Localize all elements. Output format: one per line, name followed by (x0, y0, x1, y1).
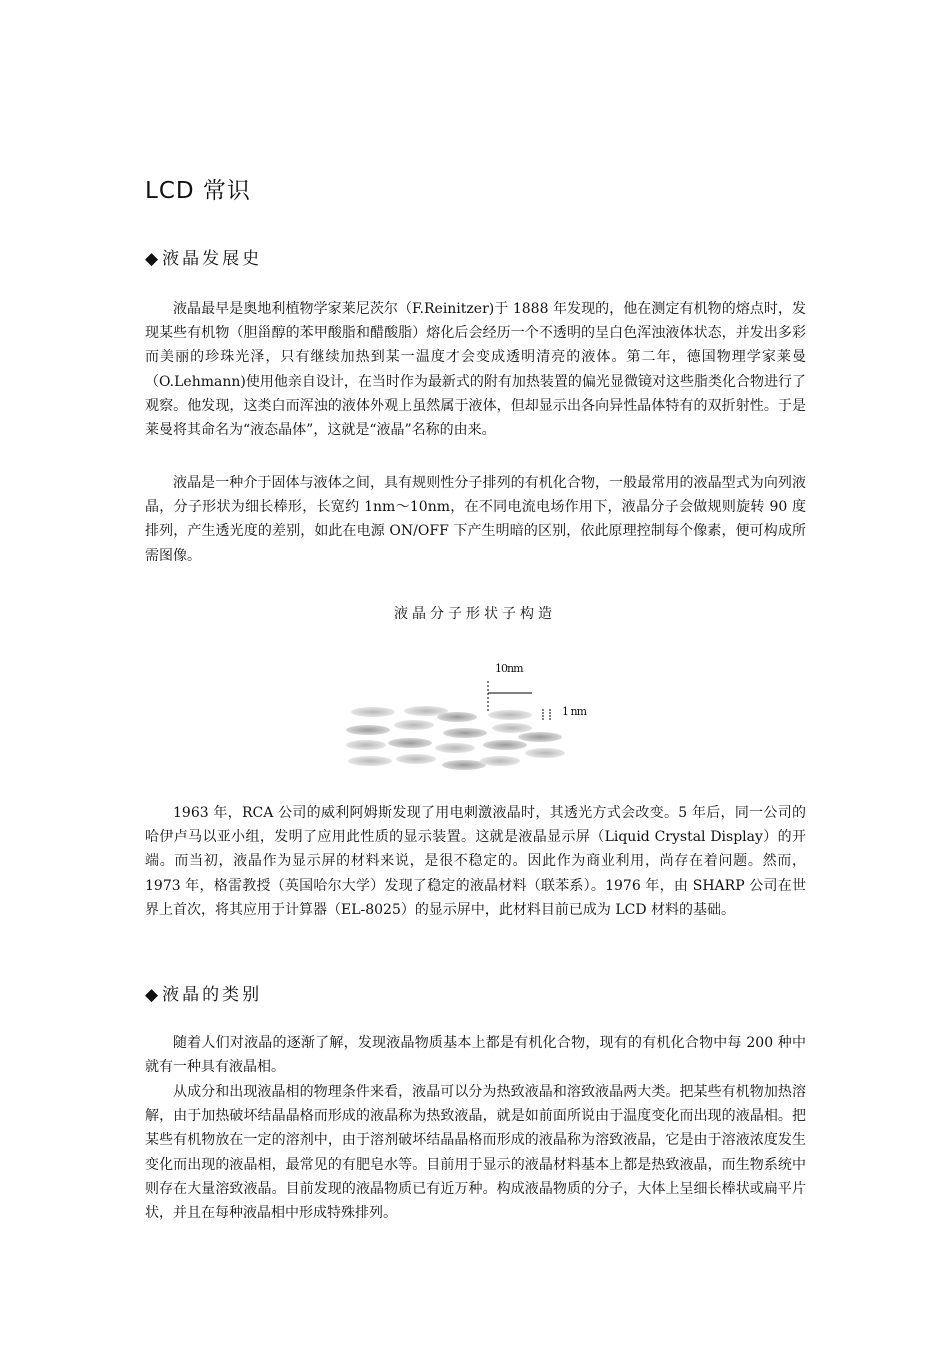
figure-caption: 液晶分子形状子构造 (394, 606, 556, 622)
paragraph-types-2: 从成分和出现液晶相的物理条件来看，液晶可以分为热致液晶和溶致液晶两大类。把某些有机物加热溶解，由于加热破坏结晶晶格而形成的液晶称为热致液晶，就是如前面所说由于温度变化而出现的液晶相。把某些有机物放在一定的溶剂中，由于溶剂破坏结晶晶格而形成的液晶称为溶致液晶，它是由于溶液浓度发生变化而出现的液晶相，最常见的有肥皂水等。目前用于显示的液晶材料基本上都是热致液晶，而生物系统中则存在大量溶致液晶。目前发现的液晶物质已有近万种。构成液晶物质的分子，大体上呈细长棒状或扁平片状，并且在每种液晶相中形成特殊排列。 (145, 1084, 806, 1222)
molecule-ellipse (348, 756, 392, 766)
molecule-ellipse (388, 738, 432, 748)
molecule-ellipse (346, 725, 390, 735)
molecule-structure-figure (340, 655, 600, 780)
document-title: LCD 常识 (145, 178, 251, 204)
molecule-ellipse (518, 732, 562, 742)
molecule-ellipse (443, 728, 487, 738)
paragraph-history-2: 液晶是一种介于固体与液体之间，具有规则性分子排列的有机化合物，一般最常用的液晶型式为向列液晶，分子形状为细长棒形，长宽约 1nm～10nm，在不同电流电场作用下，液晶分子会做规则旋转 90 度排列，产生透光度的差别，如此在电源 ON/OFF 下产生明暗的区别，依此原理控制每个像素，便可构成所需图像。 (145, 475, 806, 564)
molecule-diagram (340, 655, 600, 780)
molecule-ellipse (396, 754, 436, 764)
molecule-ellipse (525, 748, 565, 758)
molecule-ellipse (346, 740, 386, 750)
molecule-ellipse (435, 743, 475, 753)
paragraph-history-1: 液晶最早是奥地利植物学家莱尼茨尔（F.Reinitzer)于 1888 年发现的，他在测定有机物的熔点时，发现某些有机物（胆甾醇的苯甲酸脂和醋酸脂）熔化后会经历一个不透明的呈白色浑浊液体状态，并发出多彩而美丽的珍珠光泽，只有继续加热到某一温度才会变成透明清亮的液体。第二年，德国物理学家莱曼（O.Lehmann)使用他亲自设计，在当时作为最新式的附有加热装置的偏光显微镜对这些脂类化合物进行了观察。他发现，这类白而浑浊的液体外观上虽然属于液体，但却显示出各向异性晶体特有的双折射性。于是莱曼将其命名为“液态晶体”，这就是“液晶”名称的由来。 (145, 301, 806, 439)
section-heading-types (145, 980, 262, 1005)
section-heading-text: 液晶的类别 (162, 985, 263, 1005)
length-label: 10nm (495, 662, 523, 675)
molecule-ellipse (442, 760, 486, 770)
section-heading-text: 液晶发展史 (162, 249, 263, 269)
molecule-ellipse (488, 710, 532, 720)
molecule-ellipse (483, 740, 527, 750)
width-label: 1 nm (562, 705, 587, 718)
molecule-ellipse (437, 712, 477, 722)
liquid-crystal-molecules (346, 706, 565, 770)
paragraph-types-1: 随着人们对液晶的逐渐了解，发现液晶物质基本上都是有机化合物，现有的有机化合物中每 200 种中就有一种具有液晶相。 (145, 1035, 806, 1076)
molecule-ellipse (480, 756, 520, 766)
diamond-bullet-icon: ◆ (145, 249, 159, 269)
molecule-ellipse (394, 720, 434, 730)
paragraph-history-3: 1963 年，RCA 公司的威利阿姆斯发现了用电刺激液晶时，其透光方式会改变。5 年后，同一公司的哈伊卢马以亚小组，发明了应用此性质的显示装置。这就是液晶显示屏（Liquid Crystal Display）的开端。而当初，液晶作为显示屏的材料来说，是很不稳定的。因此作为商业利用，尚存在着问题。然而，1973 年，格雷教授（英国哈尔大学）发现了稳定的液晶材料（联苯系）。1976 年，由 SHARP 公司在世界上首次，将其应用于计算器（EL-8025）的显示屏中，此材料目前已成为 LCD 材料的基础。 (145, 805, 806, 918)
molecule-ellipse (492, 723, 532, 733)
section-heading-history (145, 244, 262, 269)
diamond-bullet-icon: ◆ (145, 985, 159, 1005)
molecule-ellipse (351, 707, 395, 717)
